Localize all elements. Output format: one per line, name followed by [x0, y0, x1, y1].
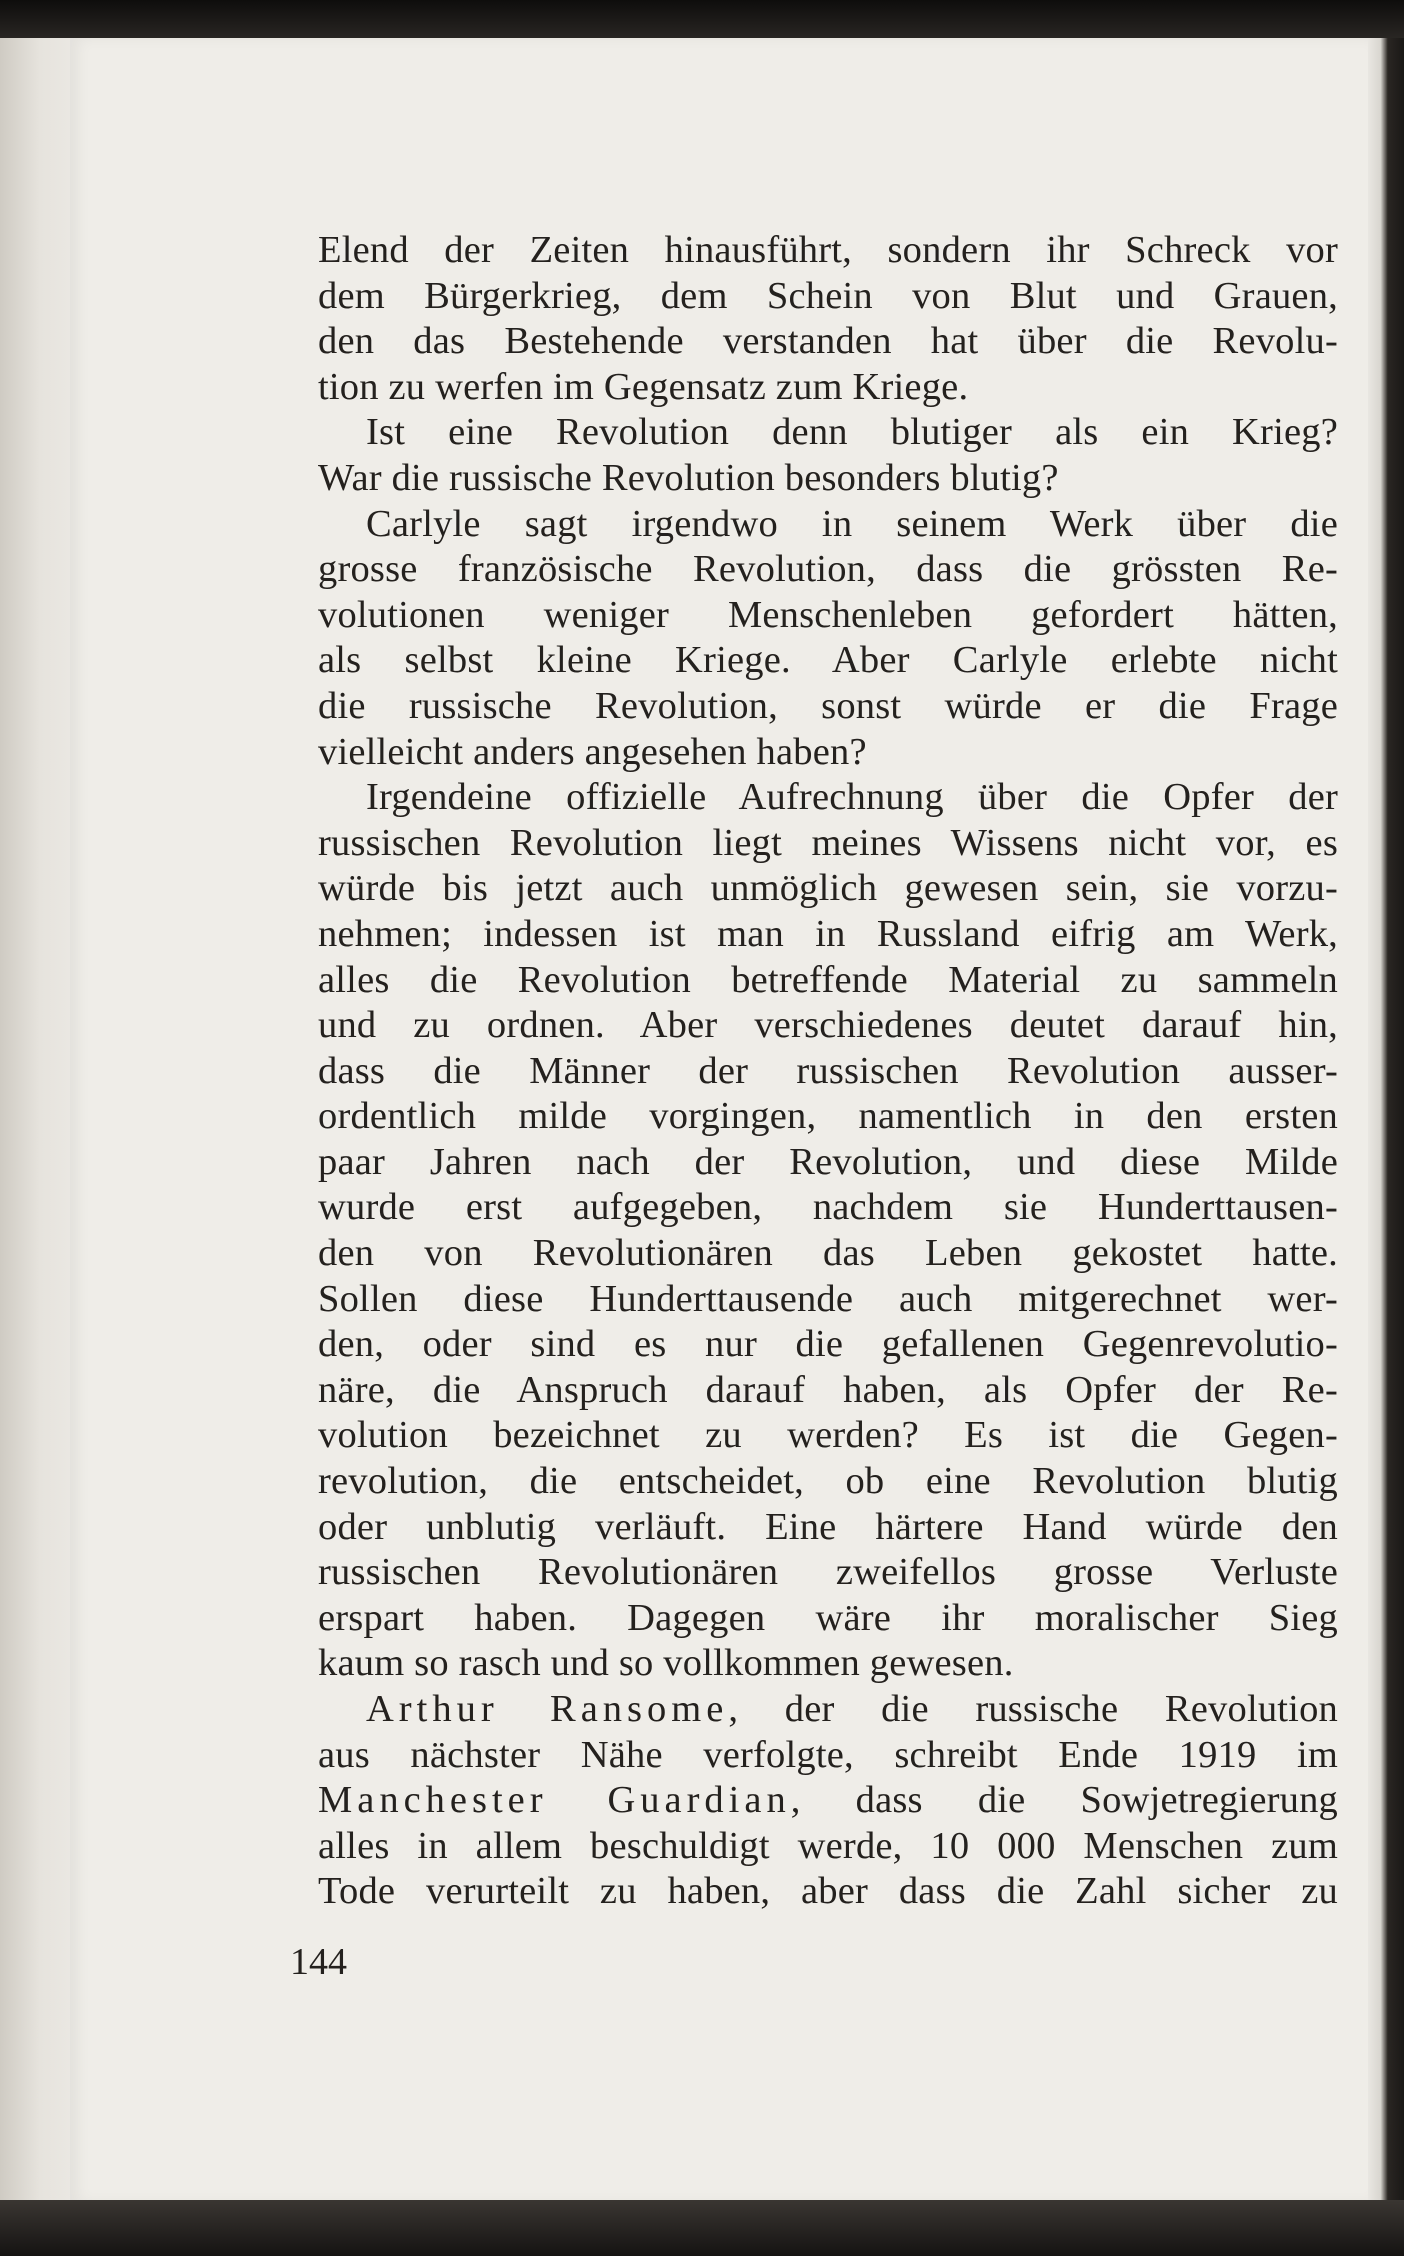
- text-line: Elend der Zeiten hinausführt, sondern ihr Schreck vor: [318, 229, 1338, 271]
- text-line: oder unblutig verläuft. Eine härtere Hand würde den: [318, 1505, 1338, 1548]
- text-line: als selbst kleine Kriege. Aber Carlyle erlebte nicht: [318, 639, 1338, 682]
- top-shadow-edge: [0, 0, 1404, 40]
- text-line: revolution, die entscheidet, ob eine Revolution blutig: [318, 1460, 1338, 1503]
- text-line: paar Jahren nach der Revolution, und diese Milde: [318, 1140, 1338, 1183]
- text-line: alles die Revolution betreffende Material zu sammeln: [318, 958, 1338, 1001]
- text-line: näre, die Anspruch darauf haben, als Opfer der Re-: [318, 1368, 1338, 1411]
- text-line: aus nächster Nähe verfolgte, schreibt Ende 1919 im: [318, 1733, 1338, 1776]
- text-line: Tode verurteilt zu haben, aber dass die Zahl sicher zu: [318, 1870, 1338, 1913]
- text-line: grosse französische Revolution, dass die grössten Re-: [318, 548, 1338, 591]
- text-line: volution bezeichnet zu werden? Es ist die Gegen-: [318, 1414, 1338, 1457]
- body-text: [318, 228, 1338, 1915]
- text-line: Sollen diese Hunderttausende auch mitgerechnet wer-: [318, 1277, 1338, 1320]
- text-line: tion zu werfen im Gegensatz zum Kriege.: [318, 365, 969, 408]
- text-line: wurde erst aufgegeben, nachdem sie Hunderttausen-: [318, 1186, 1338, 1229]
- text-line: ordentlich milde vorgingen, namentlich in den ersten: [318, 1095, 1338, 1138]
- text-line: volutionen weniger Menschenleben gefordert hätten,: [318, 593, 1338, 636]
- text-line: kaum so rasch und so vollkommen gewesen.: [318, 1642, 1014, 1685]
- text-line: dass die Männer der russischen Revolution ausser-: [318, 1049, 1338, 1092]
- text-line: Arthur Ransome, der die russische Revolution: [366, 1688, 1338, 1730]
- text-line: den das Bestehende verstanden hat über die Revolu-: [318, 320, 1338, 363]
- text-line: Carlyle sagt irgendwo in seinem Werk über die: [366, 502, 1338, 545]
- text-line: den von Revolutionären das Leben gekostet hatte.: [318, 1232, 1338, 1275]
- text-line: russischen Revolutionären zweifellos grosse Verluste: [318, 1551, 1338, 1594]
- text-line: den, oder sind es nur die gefallenen Gegenrevolutio-: [318, 1323, 1338, 1366]
- text-line: dem Bürgerkrieg, dem Schein von Blut und Grauen,: [318, 274, 1338, 317]
- binding-edge: [1368, 38, 1404, 2208]
- bottom-shadow-edge: [0, 2200, 1404, 2256]
- text-line: Irgendeine offizielle Aufrechnung über die Opfer der: [366, 776, 1338, 819]
- text-line: würde bis jetzt auch unmöglich gewesen sein, sie vorzu-: [318, 867, 1338, 910]
- spaced-name: Arthur Ransome: [366, 1688, 729, 1730]
- spaced-name: Manchester Guardian: [318, 1779, 791, 1822]
- text-line: erspart haben. Dagegen wäre ihr moralischer Sieg: [318, 1596, 1338, 1639]
- text-line: alles in allem beschuldigt werde, 10 000 Menschen zum: [318, 1824, 1338, 1867]
- text-line: nehmen; indessen ist man in Russland eifrig am Werk,: [318, 912, 1338, 955]
- text-line: und zu ordnen. Aber verschiedenes deutet darauf hin,: [318, 1004, 1338, 1047]
- page-number: 144: [290, 1941, 347, 1983]
- text-line: russischen Revolution liegt meines Wissens nicht vor, es: [318, 821, 1338, 864]
- text-line: War die russische Revolution besonders blutig?: [318, 456, 1059, 499]
- text-line: Manchester Guardian, dass die Sowjetregierung: [318, 1779, 1338, 1822]
- text-line: die russische Revolution, sonst würde er die Frage: [318, 684, 1338, 727]
- text-line: vielleicht anders angesehen haben?: [318, 730, 867, 773]
- text-line: Ist eine Revolution denn blutiger als ein Krieg?: [366, 411, 1338, 454]
